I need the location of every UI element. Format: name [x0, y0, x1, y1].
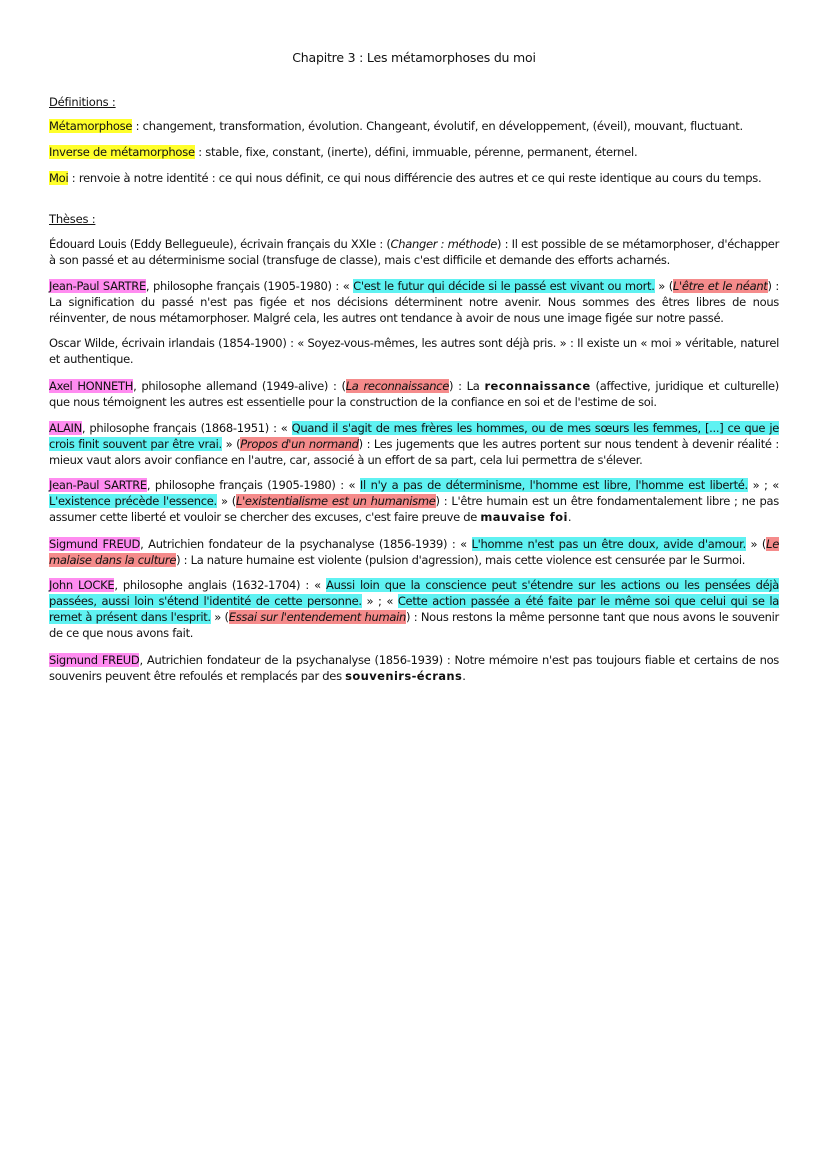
quote: Il n'y a pas de déterminisme, l'homme est libre, l'homme est liberté. [359, 478, 748, 492]
keyword: souvenirs-écrans [345, 669, 463, 683]
quote: L'existence précède l'essence. [49, 494, 217, 508]
keyword: reconnaissance [484, 379, 591, 393]
quote: C'est le futur qui décide si le passé est vivant ou mort. [353, 279, 655, 293]
work-title: L'existentialisme est un humanisme [235, 494, 436, 508]
theses-heading: Thèses : [49, 212, 96, 226]
keyword: mauvaise foi [480, 510, 568, 524]
these-sartre-1: Jean-Paul SARTRE, philosophe français (1905-1980) : « C'est le futur qui décide si le passé est vivant ou mort. » (L'être et le néant) : La signification du passé n'est pas figée et nos décisions déterminent notre avenir. Nous sommes des êtres libres de nous réinventer, de nous métamorphoser. Malgré cela, les autres ont tendance à avoir de nous une image figée sur notre passé. [49, 279, 779, 325]
work-title: Changer : méthode [390, 237, 497, 251]
definition-text: : changement, transformation, évolution. Changeant, évolutif, en développement, (éveil), mouvant, fluctuant. [132, 119, 743, 133]
definition-inverse [49, 145, 637, 159]
author-name: Axel HONNETH [49, 379, 134, 393]
these-honneth: Axel HONNETH, philosophe allemand (1949-alive) : (La reconnaissance) : La reconnaissance (affective, juridique et culturelle) que nous témoignent les autres est essentielle pour la construction de la confiance en soi et de l'estime de soi. [49, 379, 779, 409]
work-title: Essai sur l'entendement humain [228, 610, 407, 624]
work-title: Propos d'un normand [240, 437, 359, 451]
work-title: L'être et le néant [672, 279, 768, 293]
these-alain: ALAIN, philosophe français (1868-1951) : « Quand il s'agit de mes frères les hommes, ou de mes sœurs les femmes, [...] ce que je crois finit souvent par être vrai. » (Propos d'un normand) : Les jugements que les autres portent sur nous tendent à devenir réalité : mieux vaut alors avoir confiance en l'autre, car, associé à un effort de sa part, cela lui permettra de s'élever. [49, 421, 779, 467]
definition-metamorphose [49, 119, 743, 133]
these-sartre-2: Jean-Paul SARTRE, philosophe français (1905-1980) : « Il n'y a pas de déterminisme, l'homme est libre, l'homme est liberté. » ; « L'existence précède l'essence. » (L'existentialisme est un humanisme) : L'être humain est un être fondamentalement libre ; ne pas assumer cette liberté et vouloir se chercher des excuses, c'est faire preuve de mauvaise foi. [49, 478, 779, 524]
definition-moi [49, 171, 761, 185]
quote: Quand il s'agit de mes frères les hommes, ou de mes sœurs les femmes, [...] ce que je crois finit souvent par être vrai. [49, 421, 779, 451]
author-name: Jean-Paul SARTRE [49, 478, 147, 492]
definition-text: : stable, fixe, constant, (inerte), défini, immuable, pérenne, permanent, éternel. [194, 145, 638, 159]
definition-term: Métamorphose [49, 119, 133, 133]
definitions-heading: Définitions : [49, 95, 116, 109]
quote: L'homme n'est pas un être doux, avide d'amour. [471, 537, 746, 551]
quote: Cette action passée a été faite par le même soi que celui qui se la remet à présent dans l'esprit. [49, 594, 779, 624]
author-name: Sigmund FREUD [49, 537, 141, 551]
definition-term: Moi [49, 171, 69, 185]
these-wilde: Oscar Wilde, écrivain irlandais (1854-1900) : « Soyez-vous-mêmes, les autres sont déjà pris. » : Il existe un « moi » véritable, naturel et authentique. [49, 336, 779, 366]
author-name: ALAIN [49, 421, 82, 435]
work-title: La reconnaissance [345, 379, 449, 393]
definition-text: : renvoie à notre identité : ce qui nous définit, ce qui nous différencie des autres et ce qui reste identique au cours du temps. [68, 171, 762, 185]
author-name: John LOCKE [49, 578, 115, 592]
definition-term: Inverse de métamorphose [49, 145, 195, 159]
these-freud-1: Sigmund FREUD, Autrichien fondateur de la psychanalyse (1856-1939) : « L'homme n'est pas un être doux, avide d'amour. » (Le malaise dans la culture) : La nature humaine est violente (pulsion d'agression), mais cette violence est censurée par le Surmoi. [49, 537, 779, 567]
these-freud-2: Sigmund FREUD, Autrichien fondateur de la psychanalyse (1856-1939) : Notre mémoire n'est pas toujours fiable et certains de nos souvenirs peuvent être refoulés et remplacés par des souvenirs-écrans. [49, 653, 779, 683]
these-locke: John LOCKE, philosophe anglais (1632-1704) : « Aussi loin que la conscience peut s'étendre sur les actions ou les pensées déjà passées, aussi loin s'étend l'identité de cette personne. » ; « Cette action passée a été faite par le même soi que celui qui se la remet à présent dans l'esprit. » (Essai sur l'entendement humain) : Nous restons la même personne tant que nous avons le souvenir de ce que nous avons fait. [49, 578, 780, 640]
author-name: Jean-Paul SARTRE [49, 279, 146, 293]
author-name: Sigmund FREUD [49, 653, 140, 667]
work-title: Le malaise dans la culture [49, 537, 779, 567]
quote: Aussi loin que la conscience peut s'étendre sur les actions ou les pensées déjà passées, aussi loin s'étend l'identité de cette personne. [49, 578, 780, 608]
these-louis: Édouard Louis (Eddy Bellegueule), écrivain français du XXIe : (Changer : méthode) : Il est possible de se métamorphoser, d'échapper à son passé et au déterminisme social (transfuge de classe), mais c'est difficile et demande des efforts acharnés. [49, 237, 779, 267]
page-title: Chapitre 3 : Les métamorphoses du moi [292, 50, 536, 65]
